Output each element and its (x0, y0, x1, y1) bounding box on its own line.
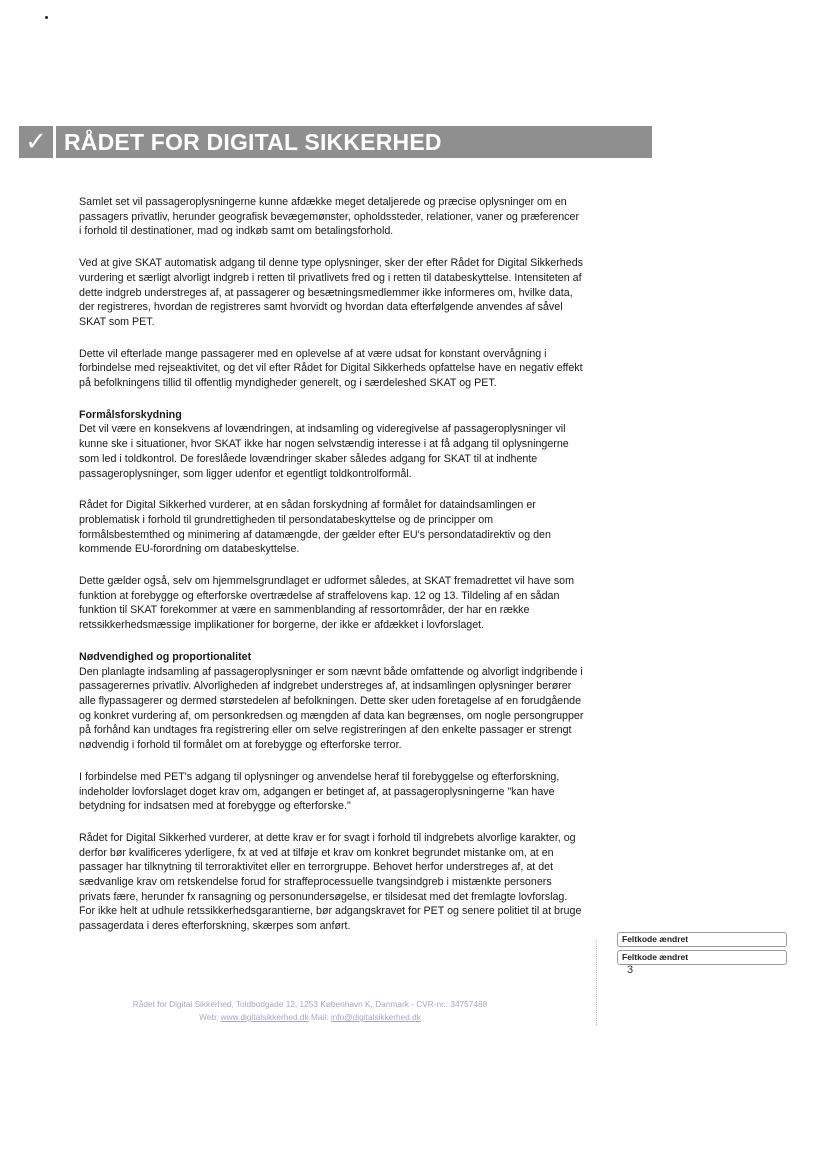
footer-web-label: Web: (199, 1012, 219, 1022)
paragraph-legal-basis: Dette gælder også, selv om hjemmelsgrundlaget er udformet således, at SKAT fremadrettet vil have som funktion at forebygge og efterforske overtrædelse af straffelovens kap. 12 og 13. Tildeling af en sådan funktion til SKAT forekommer at være en sammenblanding af ressortområder, der har en række retssikkerhedsmæssige implikationer for borgerne, der ikke er afdækket i lovforslaget. (79, 575, 575, 632)
paragraph-skat-access: Ved at give SKAT automatisk adgang til denne type oplysninger, sker der efter Rådet for Digital Sikkerheds vurdering et særligt alvorligt indgreb i retten til privatlivets fred og i retten til databeskyttelse. Intensiteten af dette indgreb understreges af, at passagerer og besætningsmedlemmer ikke informeres om, hvilke data, der registreres, hvordan de registreres samt hvorvidt og hvordan data efterfølgende anvendes af såvel SKAT som PET. (79, 257, 583, 328)
checkmark-icon: ✓ (25, 127, 47, 157)
page-number: 3 (627, 964, 634, 976)
paragraph-privacy-summary: Samlet set vil passageroplysningerne kunne afdække meget detaljerede og præcise oplysninger om en passagers privatliv, herunder geografisk bevægemønster, opholdssteder, relationer, vaner og præferencer i forhold til destinationer, mad og indkøb samt om betalingsforhold. (79, 196, 580, 238)
paragraph-requirement-weak: Rådet for Digital Sikkerhed vurderer, at dette krav er for svagt i forhold til indgrebets alvorlige karakter, og derfor bør kvalificeres yderligere, fx at ved at tilføje et krav om konkret begrundet mistanke om, at en passager har tilknytning til terroraktivitet eller en terrorgruppe. Behovet herfor understreges af, at det sædvanlige krav om retskendelse forud for straffeprocessuelle tvangsindgreb i mistænkte personers privats fære, herunder fx ransagning og personundersøgelse, er tilsidesat med det fremlagte lovforslag. For ikke helt at udhule retssikkerhedsgarantierne, bør adgangskravet for PET og senere politiet til at bruge passagerdata i deres efterforskning, skærpes som anført. (79, 831, 582, 933)
organization-banner (19, 126, 652, 158)
paragraph-purpose-consequence: Det vil være en konsekvens af lovændringen, at indsamling og videregivelse af passageroplysninger vil kunne ske i situationer, hvor SKAT ikke har nogen selvstændig interesse i at få adgang til oplysningerne som led i toldkontrol. De foreslåede lovændringer skaber således adgang for SKAT til at indhente passageroplysninger, som ligger udenfor et egentligt toldkontrolformål. (79, 423, 569, 480)
footer-address: Rådet for Digital Sikkerhed, Toldbodgade 12, 1253 København K, Danmark - CVR-nr.: 34757488 (132, 999, 488, 1009)
paragraph-collection-scope: Den planlagte indsamling af passageroplysninger er som nævnt både omfattende og alvorligt indgribende i passagerernes privatliv. Alvorligheden af indgrebet understreges af, at indsamlingen oplysninger berører alle flypassagerer og dermed størstedelen af befolkningen. Dette sker uden foretagelse af en forudgående og konkret vurdering af, om personkredsen og mængden af data kan begrænses, om nogle persongrupper på forhånd kan undtages fra registrering eller om selve registreringen af den enkelte passager er strengt nødvendig i forhold til formålet om at forebygge og efterforske terror. (79, 665, 584, 752)
comment-connector (596, 940, 598, 1025)
scan-speck (45, 16, 48, 19)
paragraph-surveillance-effect: Dette vil efterlade mange passagerer med en oplevelse af at være udsat for konstant overvågning i forbindelse med rejseaktivitet, og det vil efter Rådet for Digital Sikkerheds opfattelse have en negativ effekt på befolkningens tillid til offentlig myndigheder generelt, og i særdeleshed SKAT og PET. (79, 347, 583, 390)
margin-comment[interactable]: Feltkode ændret (617, 950, 787, 965)
footer-mail-label: Mail: (311, 1012, 329, 1022)
section-heading-purpose-shift: Formålsforskydning (79, 408, 182, 421)
paragraph-council-assessment: Rådet for Digital Sikkerhed vurderer, at en sådan forskydning af formålet for dataindsamlingen er problematisk i forhold til grundrettigheden til persondatabeskyttelse og de principper om formålsbestemthed og minimering af datamængde, der gælder efter EU's persondatadirektiv og den kommende EU-forordning om databeskyttelse. (79, 499, 551, 556)
organization-title: RÅDET FOR DIGITAL SIKKERHED (64, 128, 442, 155)
letter-body (79, 195, 584, 951)
footer-mail-link[interactable]: info@digitalsikkerhed.dk (330, 1012, 421, 1022)
margin-comment[interactable]: Feltkode ændret (617, 932, 787, 947)
page-footer (100, 998, 520, 1024)
paragraph-pet-access: I forbindelse med PET's adgang til oplysninger og anvendelse heraf til forebyggelse og efterforskning, indeholder lovforslaget doget krav om, adgangen er betinget af, at passageroplysningerne "kan have betydning for indsatsen med at forebygge og efterforske." (79, 770, 560, 813)
footer-web-link[interactable]: www.digitalsikkerhed.dk (220, 1012, 309, 1022)
banner-divider (53, 126, 56, 158)
section-heading-necessity: Nødvendighed og proportionalitet (79, 650, 252, 663)
footer-contact (100, 1011, 520, 1024)
